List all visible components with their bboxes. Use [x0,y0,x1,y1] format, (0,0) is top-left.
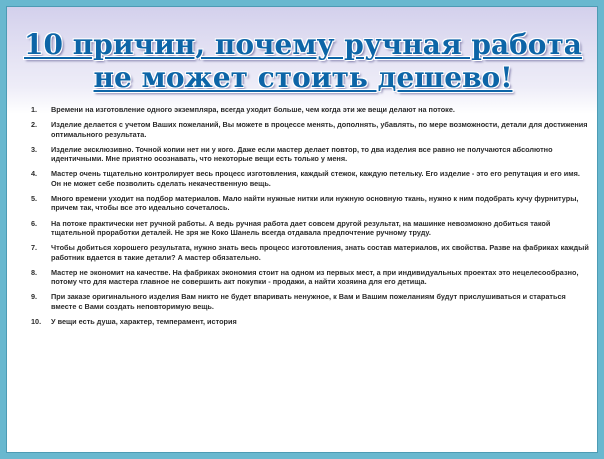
list-item [31,194,591,213]
list-item [31,317,591,326]
list-item [31,292,591,311]
list-item [31,105,591,114]
item-number: 1. [31,105,38,114]
reasons-list [31,105,591,332]
item-number: 3. [31,144,38,154]
item-number: 8. [31,267,38,277]
list-item [31,120,591,139]
list-item [31,219,591,238]
item-number: 2. [31,120,38,130]
item-text: Изделие делается с учетом Ваших пожеланий, Вы можете в процессе менять, дополнять, убавлять, по мере возможности, детали для достижения оптимального результата. [51,120,588,139]
item-text: На потоке практически нет ручной работы. А ведь ручная работа дает совсем другой результат, на машинке невозможно добиться такой тщательной проработки деталей. Не зря же Коко Шанель всегда отдавала предпочтение ручному труду. [51,218,551,237]
item-text: Чтобы добиться хорошего результата, нужно знать весь процесс изготовления, знать состав материалов, их свойства. Разве на фабриках каждый работник вдается в такие детали? А мастер обязательно. [51,243,589,262]
poster-card [6,6,598,453]
item-text: У вещи есть душа, характер, темперамент, история [51,317,237,327]
item-number: 9. [31,292,38,302]
item-text: Времени на изготовление одного экземпляра, всегда уходит больше, чем когда эти же вещи делают на потоке. [51,105,455,114]
item-text: Изделие эксклюзивно. Точной копии нет ни у кого. Даже если мастер делает повтор, то два изделия все равно не получаются абсолютно идентичными. Мне приятно осознавать, что некоторые вещи есть только у меня. [51,144,553,164]
item-text: Много времени уходит на подбор материалов. Мало найти нужные нитки или нужную основную ткань, нужно к ним подобрать кучу фурнитуры, причем так, чтобы все это идеально сочеталось. [51,194,579,213]
title-line-1: 10 причин, почему ручная работа [24,28,582,61]
item-text: Мастер не экономит на качестве. На фабриках экономия стоит на одном из первых мест, а при индивидуальных проектах это нецелесообразно, потому что для мастера главное не совершить акт покупки - продажи, а найти хозяина для его детища. [51,267,579,287]
item-number: 6. [31,218,38,228]
list-item [31,145,591,164]
item-number: 7. [31,243,38,253]
item-number: 5. [31,194,38,204]
item-number: 4. [31,169,38,179]
list-item [31,268,591,287]
title-line-2: не может стоить дешево! [93,61,513,94]
item-text: Мастер очень тщательно контролирует весь процесс изготовления, каждый стежок, каждую петельку. Его изделие - это его репутация и его имя. Он не может себе позволить сделать некачественную вещь. [51,169,580,188]
item-number: 10. [31,317,42,327]
list-item [31,169,591,188]
list-item [31,243,591,262]
item-text: При заказе оригинального изделия Вам никто не будет впаривать ненужное, к Вам и Вашим пожеланиям будут прислушиваться и стараться вместе с Вами создать неповторимую вещь. [51,292,566,311]
